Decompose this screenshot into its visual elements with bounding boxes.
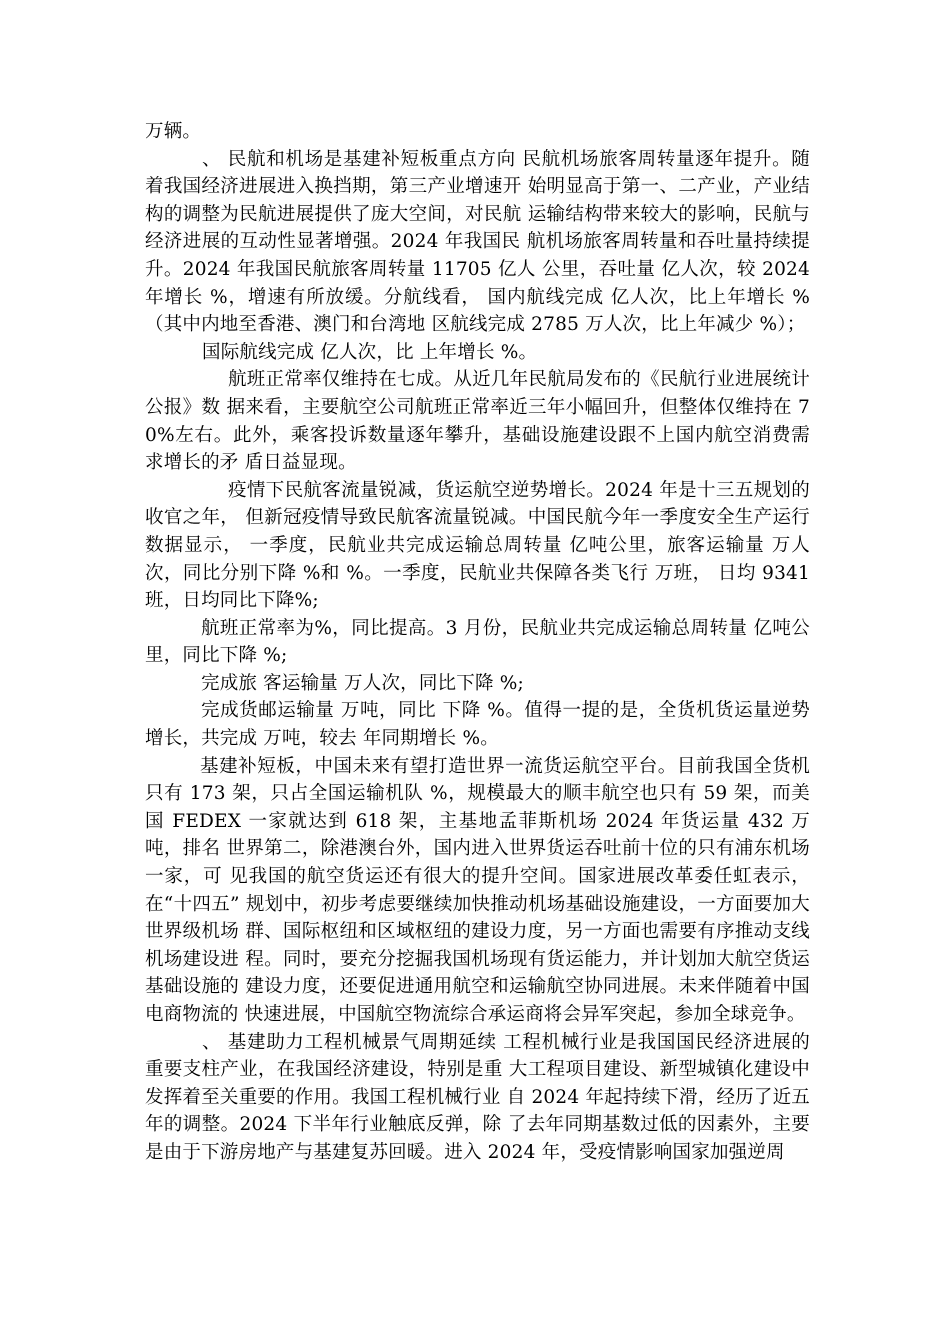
- paragraph-cargo-volume: 完成货邮运输量 万吨，同比 下降 %。值得一提的是，全货机货运量逆势增长，共完成 万吨，较去 年同期增长 %。: [145, 700, 810, 750]
- paragraph-construction-machinery: 、 基建助力工程机械景气周期延续 工程机械行业是我国国民经济进展的重要支柱产业，在我国经济建设，特别是重 大工程项目建设、新型城镇化建设中发挥着至关重要的作用。我国工程机械行业 自 2024 年起持续下滑，经历了近五年的调整。2024 下半年行业触底反弹，除 了去年同期基数过低的因素外，主要是由于下游房地产与基建复苏回暖。进入 2024 年，受疫情影响国家加强逆周: [145, 1031, 810, 1163]
- paragraph-international-routes: 国际航线完成 亿人次，比 上年增长 %。: [202, 341, 538, 363]
- paragraph-civil-aviation-heading: 、 民航和机场是基建补短板重点方向 民航机场旅客周转量逐年提升。随着我国经济进展进入换挡期，第三产业增速开 始明显高于第一、二产业，产业结构的调整为民航进展提供了庞大空间，对民航 运输结构带来较大的影响，民航与经济进展的互动性显著增强。2024 年我国民 航机场旅客周转量和吞吐量持续提升。2024 年我国民航旅客周转量 11705 亿人 公里，吞吐量 亿人次，较 2024 年增长 %，增速有所放缓。分航线看， 国内航线完成 亿人次，比上年增长 %（其中内地至香港、澳门和台湾地 区航线完成 2785 万人次，比上年减少 %）；: [145, 148, 810, 336]
- paragraph-carryover: 万辆。: [145, 121, 202, 142]
- paragraph-epidemic-impact: 疫情下民航客流量锐减，货运航空逆势增长。2024 年是十三五规划的收官之年， 但新冠疫情导致民航客流量锐减。中国民航今年一季度安全生产运行数据显示， 一季度，民航业共完成运输总周转量 亿吨公里，旅客运输量 万人 次，同比分别下降 %和 %。一季度，民航业共保障各类飞行 万班， 日均 9341 班，日均同比下降%;: [145, 479, 810, 612]
- paragraph-punctuality: 航班正常率仅维持在七成。从近几年民航局发布的《民航行业进展统计公报》数 据来看，主要航空公司航班正常率近三年小幅回升，但整体仅维持在 70%左右。此外，乘客投诉数量逐年攀升，基础设施建设跟不上国内航空消费需求增长的矛 盾日益显现。: [145, 369, 810, 474]
- paragraph-flight-punctuality-rate: 航班正常率为%，同比提高。3 月份，民航业共完成运输总周转量 亿吨公里，同比下降 %;: [145, 617, 810, 667]
- paragraph-cargo-platform: 基建补短板，中国未来有望打造世界一流货运航空平台。目前我国全货机只有 173 架，只占全国运输机队 %，规模最大的顺丰航空也只有 59 架，而美国 FEDEX 一家就达到 618 架，主基地孟菲斯机场 2024 年货运量 432 万吨，排名 世界第二，除港澳台外，国内进入世界货运吞吐前十位的只有浦东机场一家，可 见我国的航空货运还有很大的提升空间。国家进展改革委任虹表示，在“十四五” 规划中，初步考虑要继续加快推动机场基础设施建设，一方面要加大世界级机场 群、国际枢纽和区域枢纽的建设力度，另一方面也需要有序推动支线机场建设进 程。同时，要充分挖掘我国机场现有货运能力，并计划加大航空货运基础设施的 建设力度，还要促进通用航空和运输航空协同进展。未来伴随着中国电商物流的 快速进展，中国航空物流综合承运商将会异军突起，参加全球竞争。: [145, 755, 810, 1025]
- document-body: [145, 118, 810, 1167]
- paragraph-passenger-volume: 完成旅 客运输量 万人次，同比下降 %;: [201, 672, 524, 694]
